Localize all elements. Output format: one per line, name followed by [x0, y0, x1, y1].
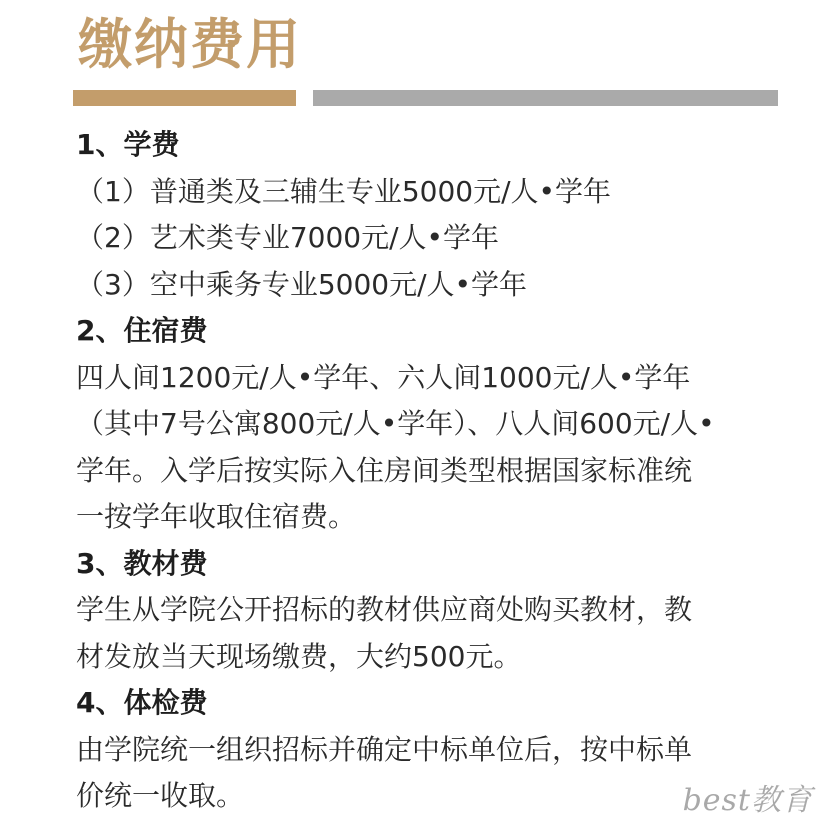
section-heading-tuition: 1、学费 [76, 128, 180, 161]
section-heading-textbooks: 3、教材费 [76, 546, 208, 580]
fee-content [76, 122, 781, 820]
section-heading-accommodation: 2、住宿费 [76, 314, 208, 347]
watermark: best教育 [682, 783, 813, 818]
accommodation-line: （其中7号公寓800元/人•学年）、八人间600元/人• [76, 407, 715, 440]
gray-divider [313, 90, 778, 106]
medical-exam-line: 由学院统一组织招标并确定中标单位后，按中标单 [76, 732, 693, 766]
textbook-line: 材发放当天现场缴费，大约500元。 [76, 639, 522, 673]
tuition-line: （3）空中乘务专业5000元/人•学年 [76, 267, 528, 301]
accent-divider [73, 90, 296, 106]
medical-exam-line: 价统一收取。 [76, 779, 245, 812]
tuition-line: （2）艺术类专业7000元/人•学年 [76, 221, 500, 254]
page-title: 缴纳费用 [78, 13, 302, 76]
accommodation-line: 学年。入学后按实际入住房间类型根据国家标准统 [76, 453, 693, 487]
textbook-line: 学生从学院公开招标的教材供应商处购买教材，教 [76, 593, 693, 626]
accommodation-line: 四人间1200元/人•学年、六人间1000元/人•学年 [76, 360, 691, 394]
accommodation-line: 一按学年收取住宿费。 [76, 500, 357, 533]
section-heading-medical-exam: 4、体检费 [76, 686, 208, 719]
tuition-line: （1）普通类及三辅生专业5000元/人•学年 [76, 174, 612, 208]
